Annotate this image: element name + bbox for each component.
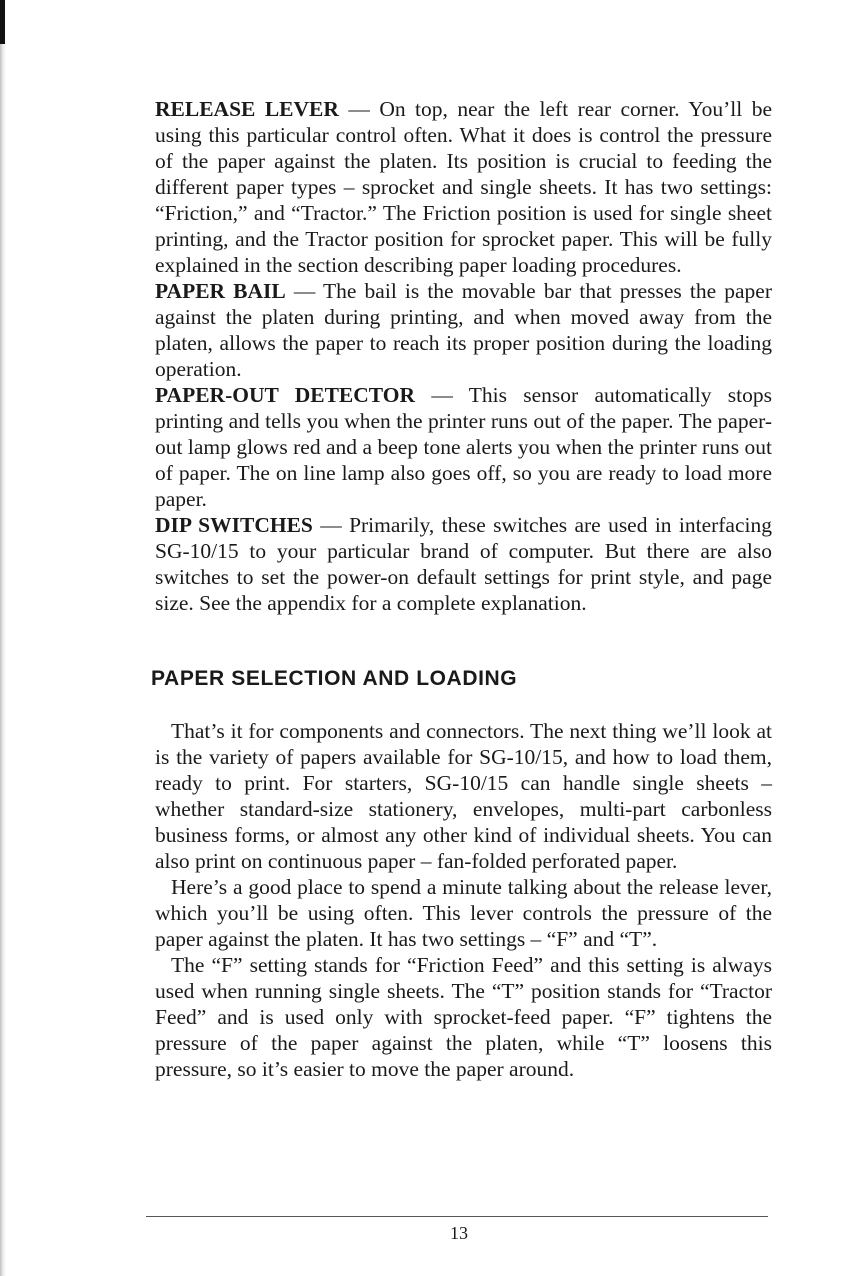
- definition-term: DIP SWITCHES: [155, 513, 313, 537]
- footer-rule: [146, 1216, 768, 1217]
- body-paragraph: That’s it for components and connectors. The next thing we’ll look at is the variety of papers available for SG-10/15, and how to load them, ready to print. For starters, SG-10/15 can handle single sheets – whether standard-size stationery, envelopes, multi-part carbonless business forms, or almost any other kind of individual sheets. You can also print on continuous paper – fan-folded perforated paper.: [155, 719, 772, 873]
- section-body: [155, 718, 772, 1082]
- definition-release-lever: [155, 96, 772, 278]
- definition-text: — Primarily, these switches are used in interfacing SG-10/15 to your particular brand of computer. But there are also switches to set the power-on default settings for print style, and page size. See the appendix for a complete explanation.: [155, 513, 772, 615]
- definition-term: RELEASE LEVER: [155, 97, 339, 121]
- body-paragraph: Here’s a good place to spend a minute talking about the release lever, which you’ll be using often. This lever controls the pressure of the paper against the platen. It has two settings – “F” and “T”.: [155, 875, 772, 951]
- page-content: [151, 96, 773, 1082]
- component-definitions: [155, 96, 772, 616]
- definition-term: PAPER-OUT DETECTOR: [155, 383, 416, 407]
- definition-paper-out-detector: [155, 382, 772, 512]
- definition-text: — The bail is the movable bar that presses the paper against the platen during printing, and when moved away from the platen, allows the paper to reach its proper position during the loading operation.: [155, 279, 772, 381]
- definition-text: — On top, near the left rear corner. You’ll be using this particular control often. What it does is control the pressure of the paper against the platen. Its position is crucial to feeding the different paper types – sprocket and single sheets. It has two settings: “Friction,” and “Tractor.” The Friction position is used for single sheet printing, and the Tractor position for sprocket paper. This will be fully explained in the section describing paper loading procedures.: [155, 97, 772, 277]
- scan-edge: [0, 0, 6, 1276]
- page-number: 13: [450, 1223, 468, 1243]
- scan-mark: [0, 0, 5, 44]
- definition-paper-bail: [155, 278, 772, 382]
- definition-dip-switches: [155, 512, 772, 616]
- body-paragraph: The “F” setting stands for “Friction Feed” and this setting is always used when running single sheets. The “T” position stands for “Tractor Feed” and is used only with sprocket-feed paper. “F” tightens the pressure of the paper against the platen, while “T” loosens this pressure, so it’s easier to move the paper around.: [155, 953, 772, 1081]
- definition-term: PAPER BAIL: [155, 279, 286, 303]
- section-heading: PAPER SELECTION AND LOADING: [151, 667, 518, 690]
- definition-text: — This sensor automatically stops printing and tells you when the printer runs out of the paper. The paper-out lamp glows red and a beep tone alerts you when the printer runs out of paper. The on line lamp also goes off, so you are ready to load more paper.: [155, 383, 773, 511]
